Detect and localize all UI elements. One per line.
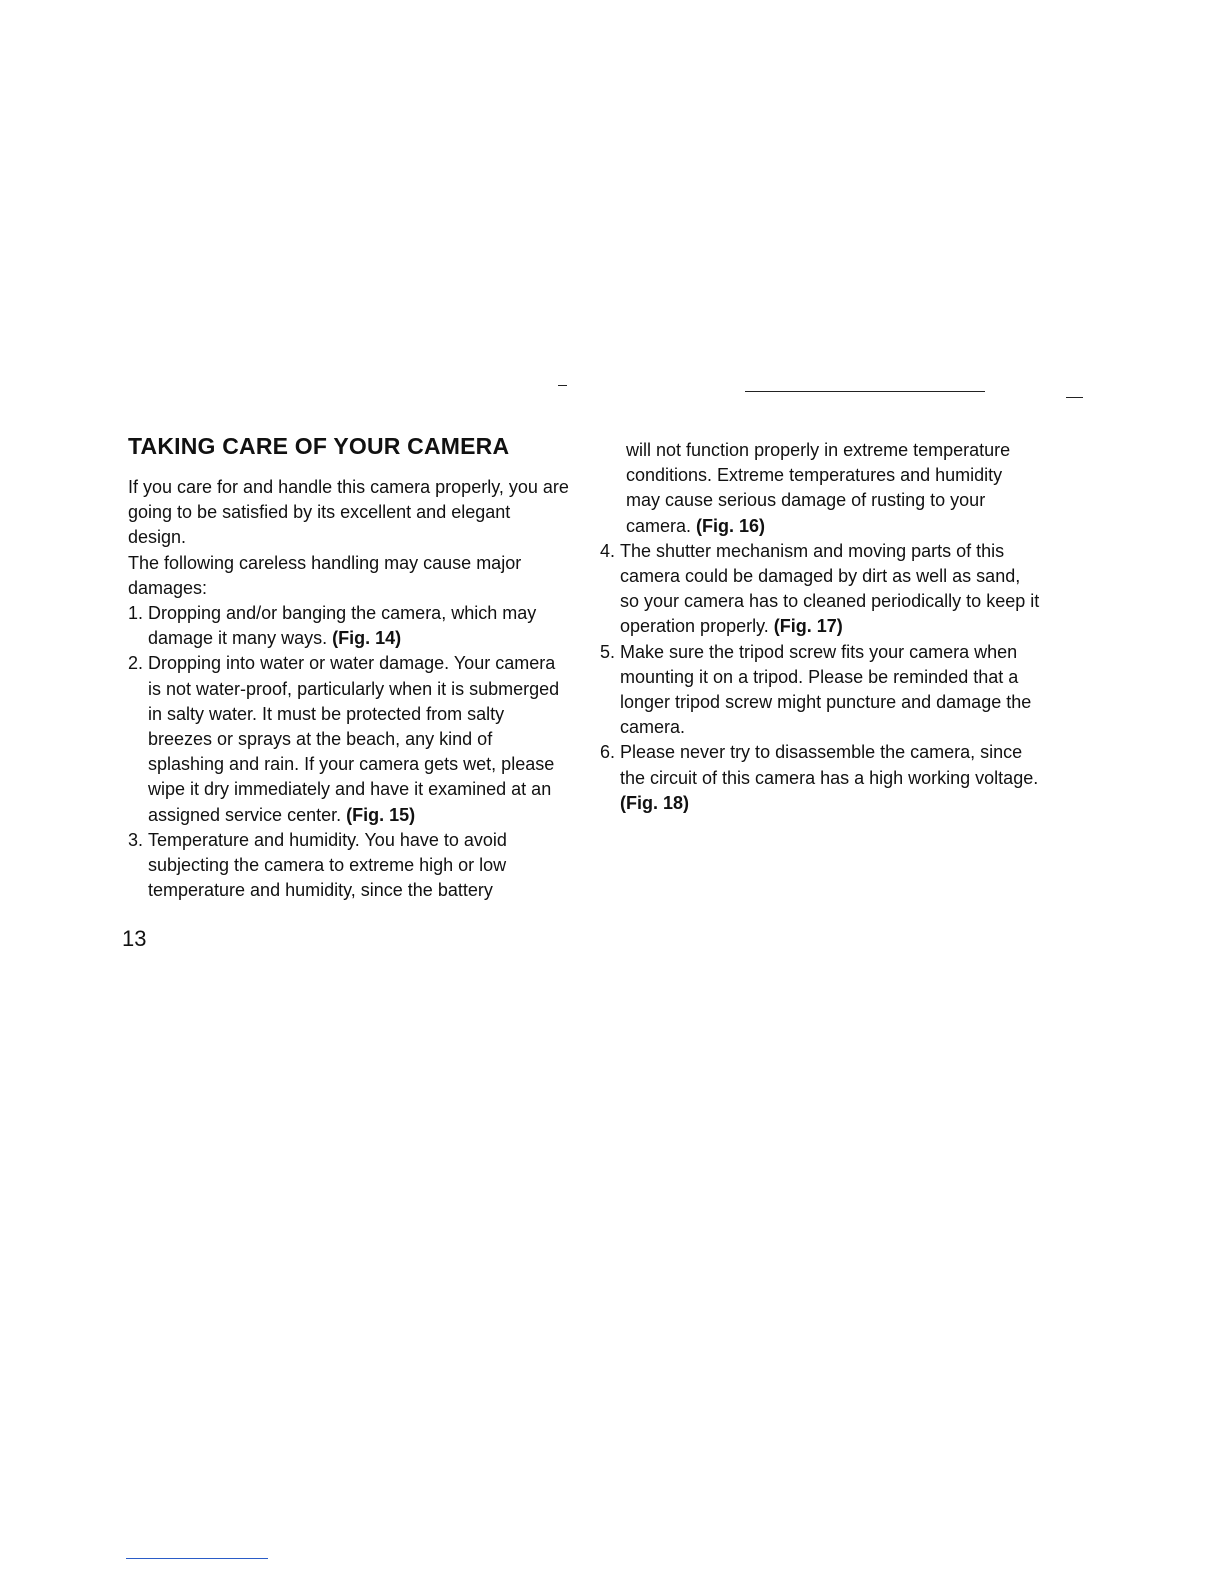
item-number: 6. — [600, 742, 616, 763]
page-number: 13 — [122, 926, 147, 951]
list-item — [128, 651, 573, 827]
item-text: The shutter mechanism and moving parts of this camera could be damaged by dirt as well as sand, so your camera has to cleaned periodically to keep it operation properly. — [620, 540, 1040, 637]
item-text: Temperature and humidity. You have to avoid subjecting the camera to extreme high or low temperature and humidity, since the battery — [148, 829, 507, 901]
item-text: Please never try to disassemble the camera, since the circuit of this camera has a high working voltage. — [620, 742, 1039, 788]
scan-mark — [558, 385, 567, 386]
figure-reference: (Fig. 15) — [346, 804, 416, 825]
intro-paragraph: The following careless handling may cause major damages: — [128, 552, 522, 598]
figure-reference: (Fig. 17) — [773, 616, 843, 637]
scan-mark — [1066, 397, 1083, 398]
list-item — [128, 828, 573, 904]
list-item — [128, 601, 573, 651]
item-text: Dropping into water or water damage. Your camera is not water-proof, particularly when it is submerged in salty water. It must be protected from salty breezes or sprays at the beach, any kind of splashing and rain. If your camera gets wet, please wipe it dry immediately and have it examined at an assigned service center. — [148, 653, 560, 825]
item-number: 5. — [600, 641, 616, 662]
list-item — [600, 740, 1040, 816]
bottom-rule — [126, 1558, 268, 1559]
item-number: 4. — [600, 540, 616, 561]
scan-mark — [745, 391, 985, 392]
item-text: Make sure the tripod screw fits your camera when mounting it on a tripod. Please be reminded that a longer tripod screw might puncture and damage the camera. — [620, 641, 1032, 738]
item-number: 3. — [128, 829, 144, 850]
intro-paragraph: If you care for and handle this camera properly, you are going to be satisfied by its excellent and elegant design. — [128, 477, 569, 548]
item-number: 2. — [128, 653, 144, 674]
item-text: Dropping and/or banging the camera, which may damage it many ways. — [148, 603, 537, 649]
item-continuation — [626, 438, 1040, 539]
list-item — [600, 539, 1040, 640]
figure-reference: (Fig. 18) — [620, 792, 690, 813]
list-item — [600, 640, 1040, 741]
left-column — [128, 432, 573, 903]
figure-reference: (Fig. 16) — [696, 515, 766, 536]
right-column — [600, 438, 1040, 816]
item-number: 1. — [128, 603, 144, 624]
item-text: will not function properly in extreme temperature conditions. Extreme temperatures and humidity may cause serious damage of rusting to your camera. — [626, 440, 1011, 536]
figure-reference: (Fig. 14) — [332, 628, 402, 649]
page-title: TAKING CARE OF YOUR CAMERA — [128, 433, 510, 459]
